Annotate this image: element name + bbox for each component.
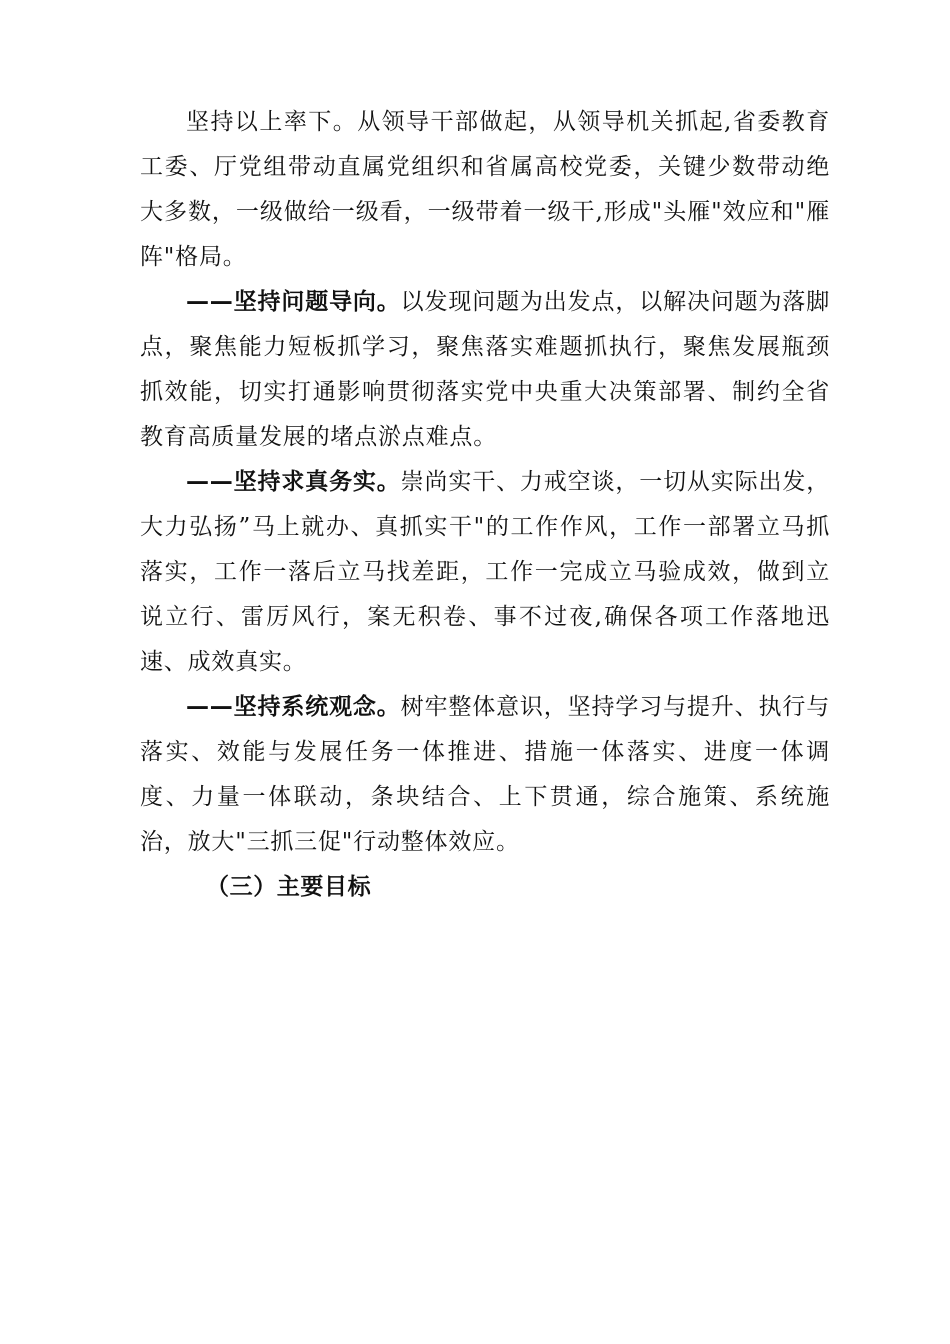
paragraph-lead-by-example bbox=[140, 100, 830, 280]
paragraph-lead: ——坚持系统观念。 bbox=[186, 694, 401, 720]
paragraph-lead: ——坚持问题导向。 bbox=[186, 289, 401, 315]
paragraph-systems-view bbox=[140, 685, 830, 865]
paragraph-problem-oriented bbox=[140, 280, 830, 460]
paragraph-text: 坚持以上率下。从领导干部做起，从领导机关抓起,省委教育工委、厅党组带动直属党组织和省属高校党委，关键少数带动绝大多数，一级做给一级看，一级带着一级干,形成"头雁"效应和"雁阵"格局。 bbox=[140, 109, 830, 270]
paragraph-lead: ——坚持求真务实。 bbox=[186, 469, 401, 495]
paragraph-text: 崇尚实干、力戒空谈，一切从实际出发，大力弘扬”马上就办、真抓实干"的工作作风，工作一部署立马抓落实，工作一落后立马找差距，工作一完成立马验成效，做到立说立行、雷厉风行，案无积卷、事不过夜,确保各项工作落地迅速、成效真实。 bbox=[140, 469, 831, 675]
paragraph-text: 以发现问题为出发点，以解决问题为落脚点，聚焦能力短板抓学习，聚焦落实难题抓执行，聚焦发展瓶颈抓效能，切实打通影响贯彻落实党中央重大决策部署、制约全省教育高质量发展的堵点淤点难点。 bbox=[140, 289, 831, 450]
paragraph-seek-truth bbox=[140, 460, 830, 685]
document-body bbox=[140, 100, 830, 910]
paragraph-text: 树牢整体意识，坚持学习与提升、执行与落实、效能与发展任务一体推进、措施一体落实、进度一体调度、力量一体联动，条块结合、上下贯通，综合施策、系统施治，放大"三抓三促"行动整体效应。 bbox=[140, 694, 831, 855]
section-heading: （三）主要目标 bbox=[206, 874, 372, 900]
